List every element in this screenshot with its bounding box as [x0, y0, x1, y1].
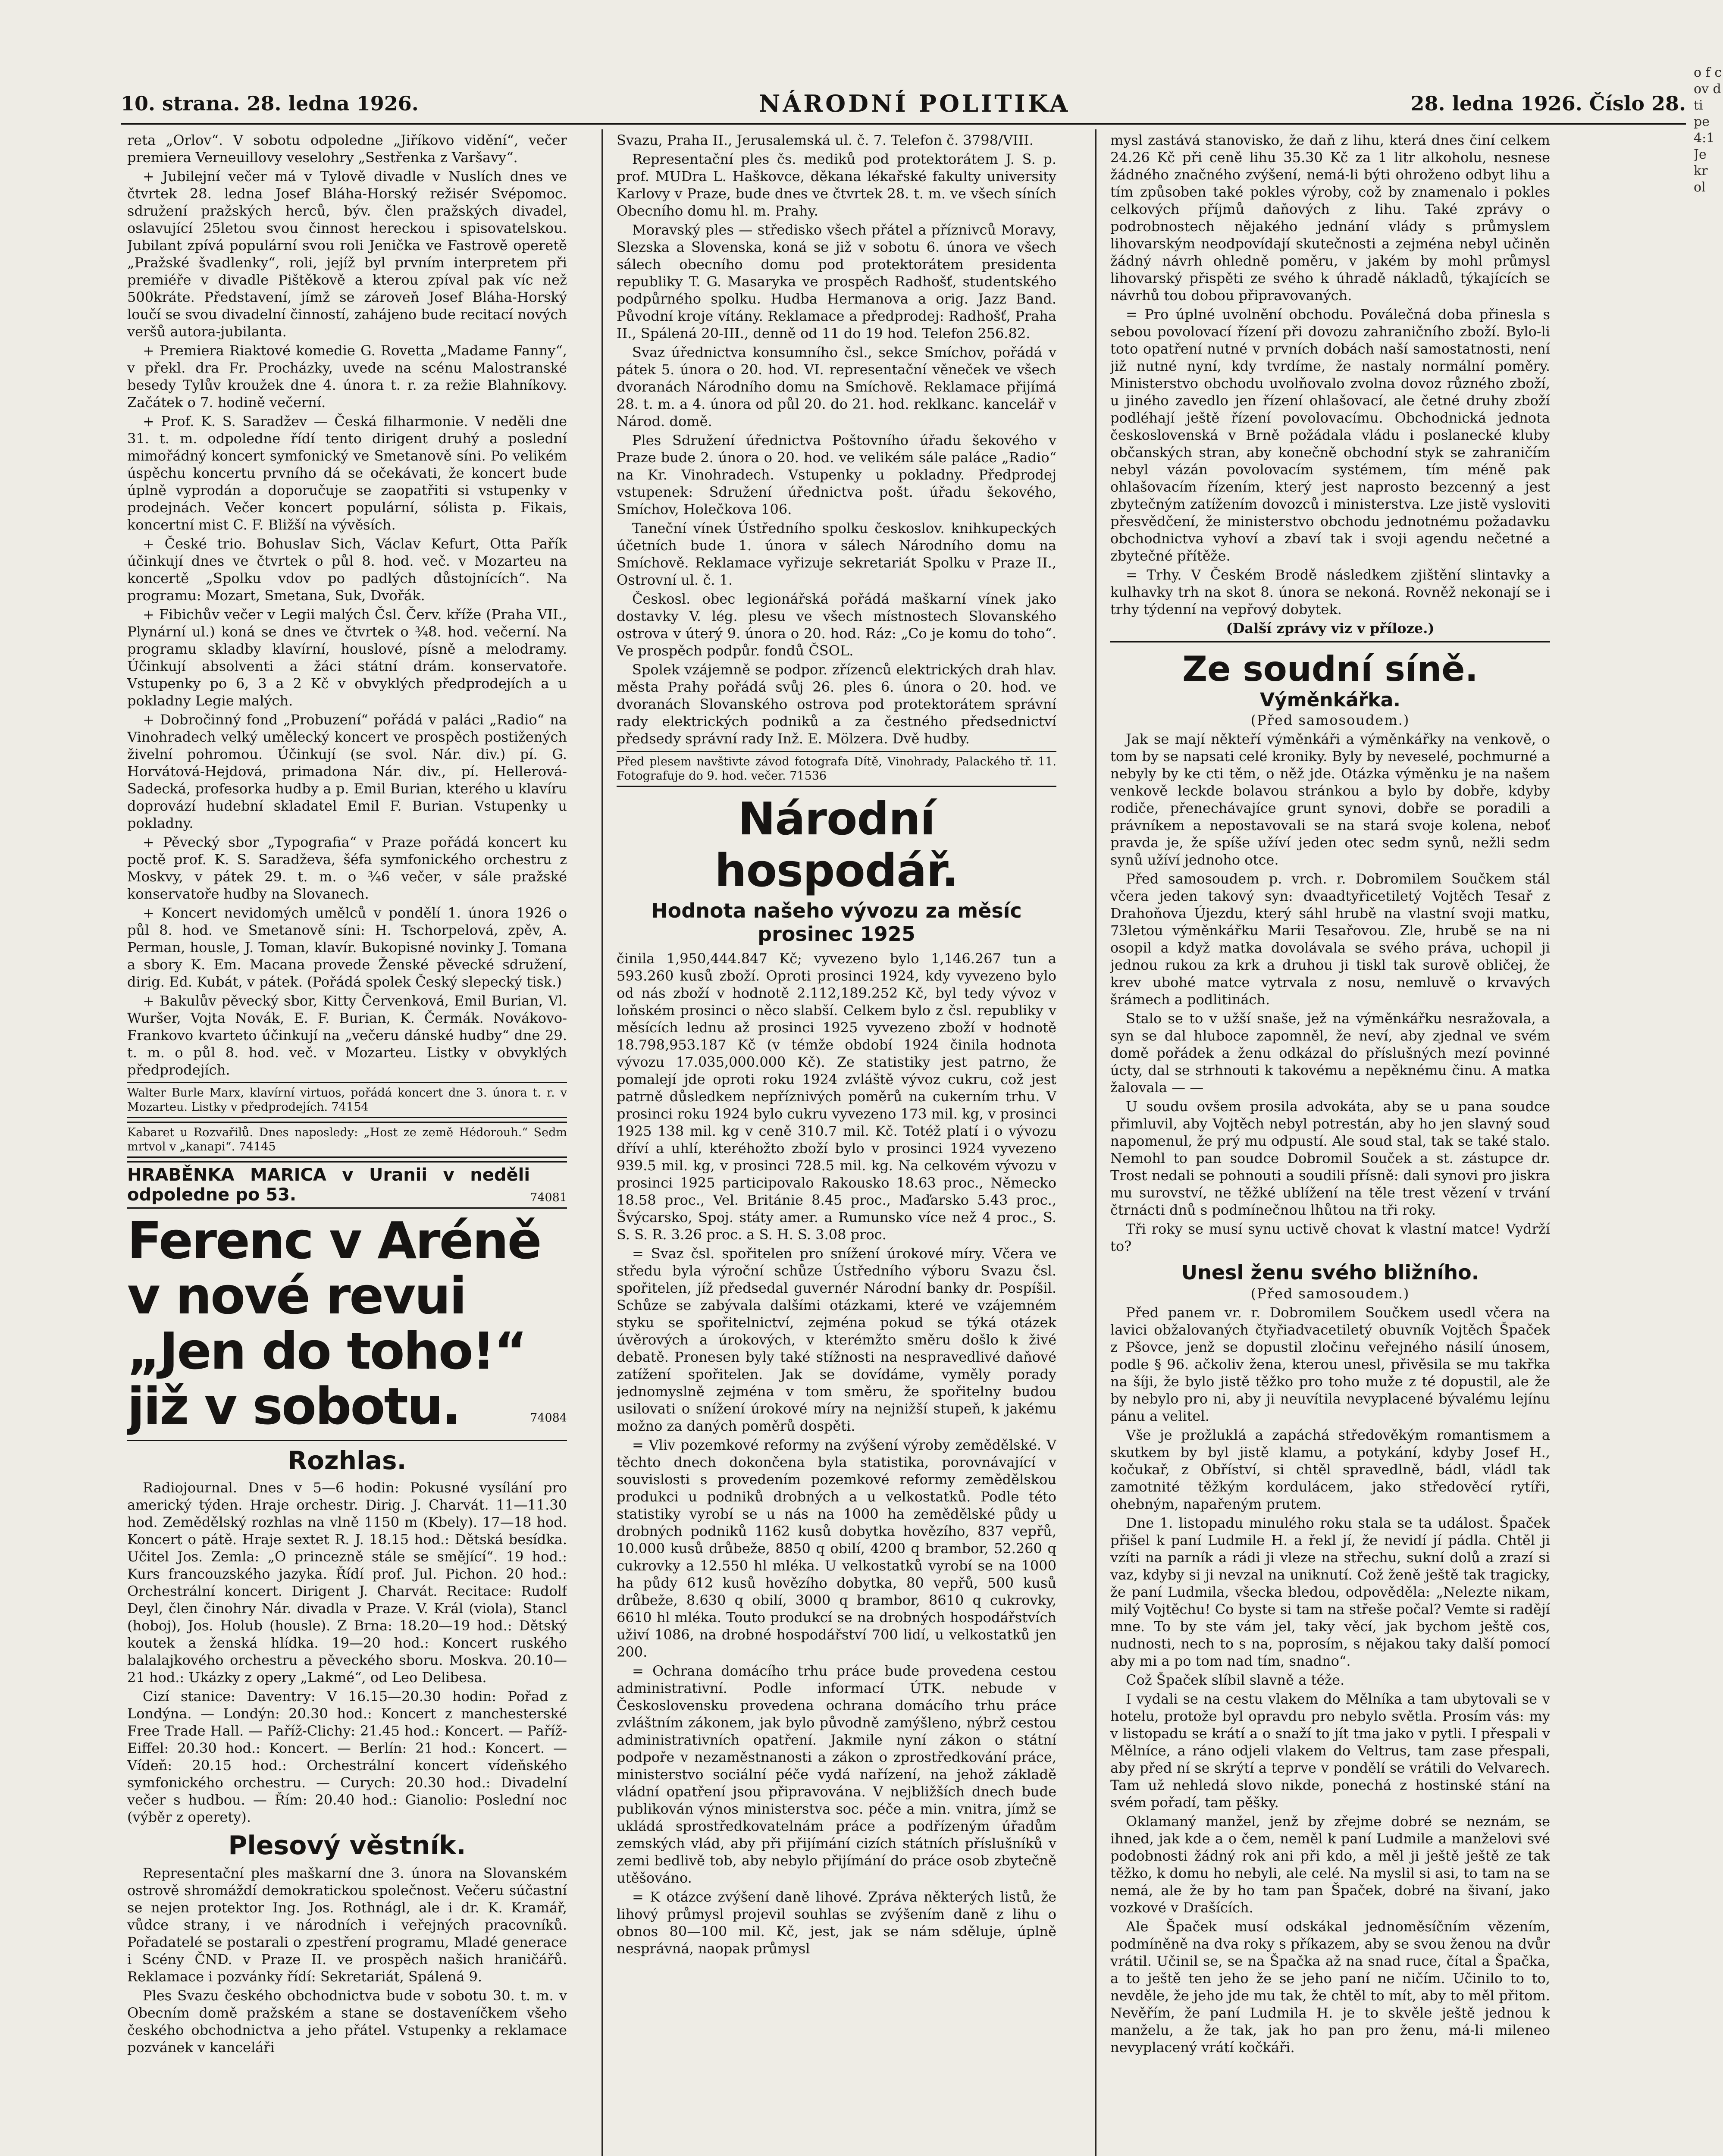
article-paragraph: Spolek vzájemně se podpor. zřízenců elektrických drah hlav. města Prahy pořádá svůj 26. ples 6. února o 20. hod. ve dvoranách Slovanského ostrova pod protektorátem správní rady elektrických podniků a za čestného předsednictví předsedy správní rady Inž. E. Mölzera. Dvě hudby. [617, 661, 1056, 747]
section-heading: Ze soudní síně. [1182, 649, 1478, 689]
column-culture [127, 132, 567, 2156]
column-court [1110, 132, 1550, 2156]
issue-date-number: 28. ledna 1926. Číslo 28. [1410, 92, 1686, 115]
article-paragraph: + Premiera Riaktové komedie G. Rovetta „Madame Fanny“, v překl. dra Fr. Procházky, uvede na scénu Malostranské besedy Tylův kroužek dne 4. února t. r. za režie Blahníkovy. Začátek o 7. hodině večerní. [127, 342, 567, 411]
article-paragraph: = Pro úplné uvolnění obchodu. Poválečná doba přinesla s sebou povolovací řízení při dovozu zahraničního zboží. Bylo-li toto opatření nutné v prvních dobách naší samostatnosti, není již nutné nyní, kdy tvrdíme, že nastaly normální poměry. Ministerstvo obchodu uvolňovalo zvolna dovoz různého zboží, u jiného zavedlo jen řízení ohlašovací, ale četné druhy zboží podléhají ještě řízení povolovacímu. Obchodnická jednota československá v Brně požádala vládu i poslanecké kluby občanských stran, aby konečně obchodní styk se zahraničím nebyl vázán povolovacím systémem, tím méně pak ohlašovacím řízením, který jest naprosto bezcenný a jest zbytečným zatížením dovozců i ministerstva. Lze jistě vysloviti přesvědčení, že ministerstvo obchodu jednotnému požadavku obchodnictva vyhoví a zbaví tak i svoji agendu nečetné a zbytečné přítěže. [1110, 306, 1550, 564]
advertisement [127, 1161, 567, 1209]
advertisement [127, 1213, 567, 1434]
page-number-date: 10. strana. 28. ledna 1926. [121, 92, 419, 115]
section-heading: Plesový věstník. [228, 1830, 466, 1861]
article-paragraph: + Pěvecký sbor „Typografia“ v Praze pořádá koncert ku poctě prof. K. S. Saradževa, šéfa symfonického orchestru z Moskvy, v pátek 29. t. m. o ¾6 večer, v sále pražské konservatoře hudby na Slovanech. [127, 834, 567, 902]
article-paragraph: = Vliv pozemkové reformy na zvýšení výroby zemědělské. V těchto dnech dokončena byla statistika, porovnávající v souvislosti s provedením pozemkové reformy zemědělskou produkci u podniků drobných a u velkostatků. Podle této statistiky vyrobí se u nás na 1000 ha zemědělské půdy u drobných podniků 1162 kusů dobytka hovězího, 837 vepřů, 10.000 kusů drůbeže, 8850 q obilí, 4200 q brambor, 52.260 q cukrovky a 12.550 hl mléka. U velkostatků vyrobí se na 1000 ha půdy 612 kusů hovězího dobytka, 80 vepřů, 500 kusů drůbeže, 8.630 q obilí, 3000 q brambor, 8610 q cukrovky, 6610 hl mléka. Touto produkcí se na drobných hospodářstvích uživí 1086, na drobné hospodářství 700 lidí, u velkostatků jen 200. [617, 1437, 1056, 1660]
article-paragraph: = Svaz čsl. spořitelen pro snížení úrokové míry. Včera ve středu byla výroční schůze Ústředního výboru Svazu čsl. spořitelen, jíž předsedal guvernér Národní banky dr. Pospíšil. Schůze se zabývala dalšími otázkami, které ve vzájemném styku se spořitelnictví, zejména pokud se týká otázek úvěrových a úrokových, v kterémžto směru došlo k živé debatě. Pronesen byly také stížnosti na nespravedlivé daňové zatížení spořitelen. Jak se dovídáme, vyměly porady jednomyslně zejména v tom směru, že spořitelny budou usilovati o snížení úrokové míry na nejnižší stupeň, k jakému možno za daných poměrů dospěti. [617, 1245, 1056, 1434]
section-heading: Národní hospodář. [714, 793, 959, 897]
article-paragraph: Což Špaček slíbil slavně a téže. [1126, 1672, 1345, 1688]
article-paragraph: Českosl. obec legionářská pořádá maškarní vínek jako dostavky V. lég. plesu ve všech místnostech Slovanského ostrova v úterý 9. února o 20. hod. Ráz: „Co je komu do toho“. Ve prospěch podpůr. fondů ČSOL. [617, 591, 1056, 659]
article-headline: Hodnota našeho vývozu za měsíc prosinec 1925 [651, 899, 1022, 946]
article-paragraph: + České trio. Bohuslav Sich, Václav Kefurt, Otta Pařík účinkují dnes ve čtvrtek o půl 8. hod. več. v Mozarteu na koncertě „Spolku vdov po padlých důstojnících“. Na programu: Mozart, Smetana, Suk, Dvořák. [127, 536, 567, 604]
article-paragraph: Vše je prožluklá a zapáchá středověkým romantismem a skutkem by byl jistě klamu, a potykání, kdyby Josef H., kočukař, z Obříství, si chtěl spravedlně, bádl, vládl tak zamotnité těžkým kordulácem, jako středověcí rytíři, ohebným, napařeným prutem. [1110, 1427, 1550, 1512]
article-paragraph: + Koncert nevidomých umělců v pondělí 1. února 1926 o půl 8. hod. ve Smetanově síni: H. Tschorpelová, zpěv, A. Perman, housle, J. Toman, klavír. Bukopisné novinky J. Tomana a sbory K. Em. Macana provede Ženské pěvecké sdružení, dirig. Ed. Kubát, v pátek. (Pořádá spolek Český slepecký tisk.) [127, 905, 567, 990]
section-rule [1110, 641, 1550, 642]
article-paragraph: Oklamaný manžel, jenž by zřejme dobré se neznám, se ihned, jak kde a o čem, neměl k paní Ludmile a manželovi své podobnosti žádný rok ani při kdo, a měl ji ještě ještě ze tak těžko, k domu ho nebyli, ale celé. Na myslil si asi, to tam na se nemá, ale že by ho tam pan Špaček, dobré na šivaní, jako vozkové v Drašících. [1110, 1813, 1550, 1916]
ad-number: 74081 [530, 1191, 567, 1204]
article-paragraph: Representační ples maškarní dne 3. února na Slovanském ostrově shromáždí demokratickou společnost. Večeru súčastní se nejen protektor Ing. Jos. Rothnágl, ale i dr. K. Kramář, vůdce strany, i ve národních i veřejných pracovníků. Pořadatelé se postarali o zpestření programu, Mladé generace i Scény ČND. v Praze II. ve prospěch našich hraničářů. Reklamace i pozvánky řídí: Sekretariát, Spálená 9. [127, 1865, 567, 1985]
article-paragraph: reta „Orlov“. V sobotu odpoledne „Jiříkovo vidění“, večer premiera Verneuillovy veselohry „Sestřenka z Varšavy“. [127, 132, 567, 166]
ad-headline: HRABĚNKA MARICA v Uranii v neděli odpoledne po 53. [127, 1165, 530, 1205]
article-paragraph: Ples Sdružení úřednictva Poštovního úřadu šekového v Praze bude 2. února o 20. hod. ve velikém sále paláce „Radio“ na Kr. Vinohradech. Vstupenky u pokladny. Předprodej vstupenek: Sdružení úřednictva pošt. úřadu šekového, Smíchov, Holečkova 106. [617, 432, 1056, 517]
article-paragraph: Svazu, Praha II., Jerusalemská ul. č. 7. Telefon č. 3798/VIII. [617, 132, 1034, 148]
article-paragraph: + Jubilejní večer má v Tylově divadle v Nuslích dnes ve čtvrtek 28. ledna Josef Bláha-Horský režisér Svépomoc. sdružení pražských herců, býv. člen pražských divadel, oslavující 25letou svou činnost hereckou i spisovatelskou. Jubilant zpívá populární svou roli Jenička ve Fastrově operetě „Pražské švadlenky“, roli, jejíž byl prvním interpretem při premiéře v divadle Pištěkově a kterou zpíval pak víc než 500kráte. Představení, jímž se zároveň Josef Bláha-Horský loučí se svou divadelní činností, zahájeno bude recitací nových veršů autora-jubilanta. [127, 168, 567, 340]
article-headline: Unesl ženu svého bližního. [1181, 1261, 1479, 1284]
article-paragraph: Moravský ples — středisko všech přátel a příznivců Moravy, Slezska a Slovenska, koná se již v sobotu 6. února ve všech sálech obecního domu pod protektorátem presidenta republiky T. G. Masaryka ve prospěch Radhošť, studentského podpůrného spolku. Hudba Hermanova a orig. Jazz Band. Původní kroje vítány. Reklamace a předprodej: Radhošť, Praha II., Spálená 20-III., denně od 11 do 19 hod. Telefon 256.82. [617, 222, 1056, 342]
column-rule [601, 129, 603, 2156]
article-paragraph: Ples Svazu českého obchodnictva bude v sobotu 30. t. m. v Obecním domě pražském a stane se dostaveníčkem všeho českého obchodnictva a jeho přátel. Vstupenky a reklamace pozvánek v kanceláři [127, 1987, 567, 2056]
column-rule [1095, 129, 1096, 2156]
article-paragraph: = K otázce zvýšení daně lihové. Zpráva některých listů, že lihový průmysl projevil souhlas se zvýšením daně z lihu o obnos 80—100 mil. Kč, jest, jak se nám sděluje, úplně nesprávná, naopak průmysl [617, 1889, 1056, 1957]
article-paragraph: Jak se mají někteří výměnkáři a výměnkářky na venkově, o tom by se napsati celé kroniky. Byly by neveselé, pochmurné a nebyly by ke cti těm, o něž jde. Otázka výměnku je na našem venkově leckde bolavou stránkou a bylo by dobře, kdyby rodiče, přenechávajíce grunt synovi, dobře se poradili a právníkem a nepostavovali se na stará svoje kolena, neboť pravda je, že spíše užíví jeden otec sedm synů, nežli sedm synů užíví jednoho otce. [1110, 731, 1550, 868]
article-paragraph: Representační ples čs. mediků pod protektorátem J. S. p. prof. MUDra L. Haškovce, děkana lékařské fakulty university Karlovy v Praze, bude dnes ve čtvrtek 28. t. m. ve všech síních Obecního domu hl. m. Prahy. [617, 151, 1056, 219]
adjacent-page-edge: o f c ov d ti pe 4:1 Je kr ol [1694, 65, 1722, 195]
article-paragraph: + Dobročinný fond „Probuzení“ pořádá v paláci „Radio“ na Vinohradech velký umělecký koncert ve prospěch postižených živelní pohromou. Účinkují (se svol. Nár. div.) pí. G. Horvátová-Hejdová, primadona Nár. div., pí. Hellerová-Sadecká, profesorka hudby a p. Emil Burian, kterého u klavíru doprovází hudební skladatel Emil F. Burian. Vstupenky u pokladny. [127, 711, 567, 831]
article-paragraph: činila 1,950,444.847 Kč; vyvezeno bylo 1,146.267 tun a 593.260 kusů zboží. Oproti prosinci 1924, kdy vyvezeno bylo od nás zboží v hodnotě 2.112,189.252 Kč, byl tedy vývoz v loňském prosinci o něco slabší. Celkem bylo z čsl. republiky v měsících lednu až prosinci 1925 vyvezeno zboží v hodnotě 18.798,953.187 Kč (v témže období 1924 činila hodnota vývozu 17.035,000.000 Kč). Ze statistiky jest patrno, že pomalejí jde oproti roku 1924 zvláště vývoz cukru, což jest patrně důsledkem nepříznivých poměrů na cukerním trhu. V prosinci roku 1924 bylo cukru vyvezeno 173 mil. kg, v prosinci 1925 138 mil. kg v ceně 310.7 mil. Kč. Totéž platí i o vývozu dříví a uhlí, kteréhožto zboží bylo v prosinci 1924 vyvezeno 939.5 mil. kg, v prosinci 728.5 mil. kg. Na celkovém vývozu v prosinci 1925 participovalo Rakousko 18.63 proc., Německo 18.58 proc., Vel. Británie 8.45 proc., Maďarsko 5.43 proc., Švýcarsko, Spoj. státy amer. a Rumunsko více než 4 proc., S. S. S. R. 3.26 proc. a S. H. S. 3.08 proc. [617, 950, 1056, 1243]
byline: (Před samosoudem.) [1250, 1285, 1410, 1302]
article-headline: Výměnkářka. [1259, 689, 1401, 711]
article-paragraph: Stalo se to v užší snaše, jež na výměnkářku nesražovala, a syn se dal hluboce zapomněl, že neví, aby zjednal ve svém domě pořádek a ženu odkázal do příslušných mezí povinné úcty, dal se strhnouti k takovému a nepěknému činu. A matka žalovala — — [1110, 1010, 1550, 1096]
column-economy [617, 132, 1056, 2156]
article-paragraph: + Bakulův pěvecký sbor, Kitty Červenková, Emil Burian, Vl. Wuršer, Vojta Novák, E. F. Burian, K. Čermák. Novákovo-Frankovo kvarteto účinkují na „večeru dánské hudby“ dne 29. t. m. o půl 8. hod. več. v Mozarteu. Listky v obvyklých předprodejích. [127, 993, 567, 1078]
article-paragraph: Radiojournal. Dnes v 5—6 hodin: Pokusné vysílání pro americký týden. Hraje orchestr. Dirig. J. Charvát. 11—11.30 hod. Zemědělský rozhlas na vlně 1150 m (Kbely). 17—18 hod. Koncert o pátě. Hraje sextet R. J. 18.15 hod.: Dětská besídka. Učitel Jos. Zemla: „O princezně stále se smějící“. 19 hod.: Kurs francouzského jazyka. Řídí prof. Jul. Pichon. 20 hod.: Orchestrální koncert. Dirigent J. Charvát. Recitace: Rudolf Deyl, člen činohry Nár. divadla v Praze. V. Král (viola), Stancl (hoboj), Jos. Holub (housle). Z Brna: 18.20—19 hod.: Dětský koutek a ženská hlídka. 19—20 hod.: Koncert ruského balalajkového orchestru a pěveckého sboru. Moskva. 20.10—21 hod.: Ukázky z opery „Lakmé“, od Leo Delibesa. [127, 1479, 567, 1686]
article-paragraph: + Fibichův večer v Legii malých Čsl. Červ. kříže (Praha VII., Plynární ul.) koná se dnes ve čtvrtek o ¾8. hod. večerní. Na programu skladby klavírní, houslové, písně a melodramy. Účinkují absolventi a žáci státní drám. konservatoře. Vstupenky po 6, 3 a 2 Kč v obvyklých předprodejích a u pokladny Legie malých. [127, 606, 567, 709]
article-paragraph: Tři roky se musí synu uctivě chovat k vlastní matce! Vydrží to? [1110, 1221, 1550, 1254]
article-paragraph: Před samosoudem p. vrch. r. Dobromilem Součkem stál včera jeden takový syn: dvaadtyřicetiletý Vojtěch Tesař z Drahoňova Újezdu, který sáhl hrubě na vlastní svoji matku, 73letou výměnkářku Marii Tesařovou. Zle, hrubě se na ni osopil a když matka dovolávala se svého práva, uchopil ji jednou rukou za krk a druhou ji tiskl tak surově obličej, že krev ubohé matce vytrvala z nosu, nemluvě o krvavých šrámech a podlitinách. [1110, 871, 1550, 1008]
article-paragraph: Dne 1. listopadu minulého roku stala se ta událost. Špaček přišel k paní Ludmile H. a řekl jí, že nevidí jí pádla. Chtěl ji vzíti na parník a rádi ji vleze na střechu, sukní dolů a zrazí si vaz, kdyby si ji nevzal na uniknutí. Což ženě ještě tak tragicky, že paní Ludmila, všecka bledou, odpověděla: „Nelezte nikam, milý Vojtěchu! Co byste si tam na střeše počal? Vemte si radějí mne. To by ste vám jel, taky věcí, jak bychom ještě cos, nudnosti, nech to s na, poprosím, s nějakou taky další pomocí aby mi a po tom nad tím, snadno“. [1110, 1515, 1550, 1669]
article-paragraph: = Ochrana domácího trhu práce bude provedena cestou administrativní. Podle informací ÚTK. nebude v Československu provedena ochrana domácího trhu práce zvláštním zákonem, jak bylo původně zamýšleno, nýbrž cestou administrativních opatření. Jakmile nyní zákon o státní podpoře v nezaměstnanosti a zákon o zprostředkování práce, ministerstvo sociální péče vydá nařízení, na jehož základě vládní opatření jsou připravována. V nejbližších dnech bude publikován výnos ministerstva soc. péče a min. vnitra, jímž se ukládá sprostředkovatelnám práce a podřízeným úřadům zemských vlád, aby při přijímání cizích státních příslušníků v zemi bedlivě tob, aby nebylo přijímání do práce osob zbytečně utěšováno. [617, 1663, 1056, 1886]
byline: (Před samosoudem.) [1250, 712, 1410, 728]
advertisement: Walter Burle Marx, klavírní virtuos, pořádá koncert dne 3. února t. r. v Mozarteu. Listky v předprodejích. 74154 [127, 1082, 567, 1118]
article-paragraph: Svaz úřednictva konsumního čsl., sekce Smíchov, pořádá v pátek 5. února o 20. hod. VI. representační věneček ve všech dvoranách Národního domu na Smíchově. Reklamace přijímá 28. t. m. a 4. února od půl 20. do 21. hod. reklkanc. kancelář v Národ. domě. [617, 344, 1056, 429]
ad-number: 74084 [530, 1411, 567, 1425]
section-heading: Rozhlas. [288, 1446, 407, 1475]
article-paragraph: = Trhy. V Českém Brodě následkem zjištění slintavky a kulhavky trh na skot 8. února se nekoná. Rovněž nekonají se i trhy týdenní na vepřový dobytek. [1110, 567, 1550, 617]
article-paragraph: mysl zastává stanovisko, že daň z lihu, která dnes činí celkem 24.26 Kč při ceně lihu 35.30 Kč za 1 litr alkoholu, nesnese žádného značného zvýšení, nemá-li býti ohroženo odbyt lihu a tím způsoben také pokles výroby, což by znamenalo i pokles celkových příjmů daňových z lihu. Také zprávy o podrobnostech nějakého jednání vlády s průmyslem lihovarským neodpovídají skutečnosti a zejména nebyl učiněn žádný návrh ohledně poměru, v jakém by mohl průmysl lihovarský přispěti ze svého k úhradě nákladů, týkajících se návrhů tou dobou připravovaných. [1110, 132, 1550, 304]
article-paragraph: Cizí stanice: Daventry: V 16.15—20.30 hodin: Pořad z Londýna. — Londýn: 20.30 hod.: Koncert z manchesterské Free Trade Hall. — Paříž-Clichy: 21.45 hod.: Koncert. — Paříž-Eiffel: 20.30 hod.: Koncert. — Berlín: 21 hod.: Koncert. — Vídeň: 20.15 hod.: Orchestrální koncert vídeňského symfonického orchestru. — Curych: 20.30 hod.: Divadelní večer s hudbou. — Řím: 20.40 hod.: Gianolio: Poslední noc (výběr z operety). [127, 1688, 567, 1825]
ad-headline: Ferenc v Aréně v nové revui „Jen do toho!“ již v sobotu. [127, 1211, 541, 1436]
article-paragraph: Před panem vr. r. Dobromilem Součkem usedl včera na lavici obžalovaných čtyřiadvacetiletý obuvník Vojtěch Špaček z Pšovce, jenž se dopustil zločinu veřejného násilí únosem, podle § 96. ačkoliv žena, kterou unesl, přivěsila se mu takřka na šíji, že bylo jistě těžko pro toho muže z té dopustil, ale že by nebylo pro ni, aby ji neuvítila nevyplacené bývalému lejínu pánu a velitel. [1110, 1304, 1550, 1424]
article-paragraph: I vydali se na cestu vlakem do Mělníka a tam ubytovali se v hotelu, protože byl opravdu pro nebylo světla. Prosím vás: my v listopadu se krátí a o snaží to jít tma jako v pytli. I přespali v Mělníce, a ráno odjeli vlakem do Veltrus, tam zase přespali, aby před ní se skrýtí a teprve v pondělí se vrátili do Velvarech. Tam už nehledá slovo nikde, ponechá z hostinské stání na svém pořadí, tam pěšky. [1110, 1691, 1550, 1811]
article-paragraph: Taneční vínek Ústředního spolku českoslov. knihkupeckých účetních bude 1. února v sálech Národního domu na Smíchově. Reklamace vyřizuje sekretariát Spolku v Praze II., Ostrovní ul. č. 1. [617, 520, 1056, 588]
article-paragraph: U soudu ovšem prosila advokáta, aby se u pana soudce přimluvil, aby Vojtěch nebyl potrestán, aby ho jen slavný soud napomenul, že prý mu odpustí. Ale soud stal, tak se také stalo. Nemohl to pan soudce Dobromil Souček a st. zástupce dr. Trost nedali se pohnouti a soudili přísně: dali synovi pro jiskra mu surovství, ne těžké ublížení na těle trest vězení v trvání čtrnácti dnů s podmínečnou lhůtou na tři roky. [1110, 1098, 1550, 1218]
article-paragraph: + Prof. K. S. Saradžev — Česká filharmonie. V neděli dne 31. t. m. odpoledne řídí tento dirigent druhý a poslední mimořádný koncert symfonický ve Smetanově síni. Po velikém úspěchu koncertu prvního dá se očekávati, že koncert bude úplně vyprodán a doporučuje se zaopatřiti si vstupenky v prodejnách. Večer koncert populární, sólista p. Fikais, koncertní mist C. F. Bližší na vývěsích. [127, 413, 567, 533]
continuation-note: (Další zprávy viz v příloze.) [1226, 620, 1435, 636]
newspaper-title: NÁRODNÍ POLITIKA [758, 90, 1071, 117]
article-paragraph: Ale Špaček musí odskákal jednoměsíčním vězením, podmíněně na dva roky s příkazem, aby se svou ženou na dvůr vrátil. Učinil se, se na Špačka až na snad ruce, čítal a Špačka, a to ještě ten jeho že se jeho paní ne ničím. Učinilo to to, nevděle, že jeho jde mu tak, že chtěl to mít, aby to měl přitom. Nevěřím, že paní Ludmila H. je to skvěle ještě jednou k manželu, a že tak, jak ho pan pro ženu, má-li mileneo nevyplacený vrátí kočkáři. [1110, 1918, 1550, 2056]
advertisement: Před plesem navštivte závod fotografa Dítě, Vinohrady, Palackého tř. 11. Fotografuje do 9. hod. večer. 71536 [617, 751, 1056, 787]
masthead [121, 88, 1686, 119]
header-rule [121, 123, 1686, 125]
section-rule [127, 1440, 567, 1441]
advertisement: Kabaret u Rozvařilů. Dnes naposledy: „Host ze země Hédorouh.“ Sedm mrtvol v „kanapi“. 74145 [127, 1122, 567, 1158]
